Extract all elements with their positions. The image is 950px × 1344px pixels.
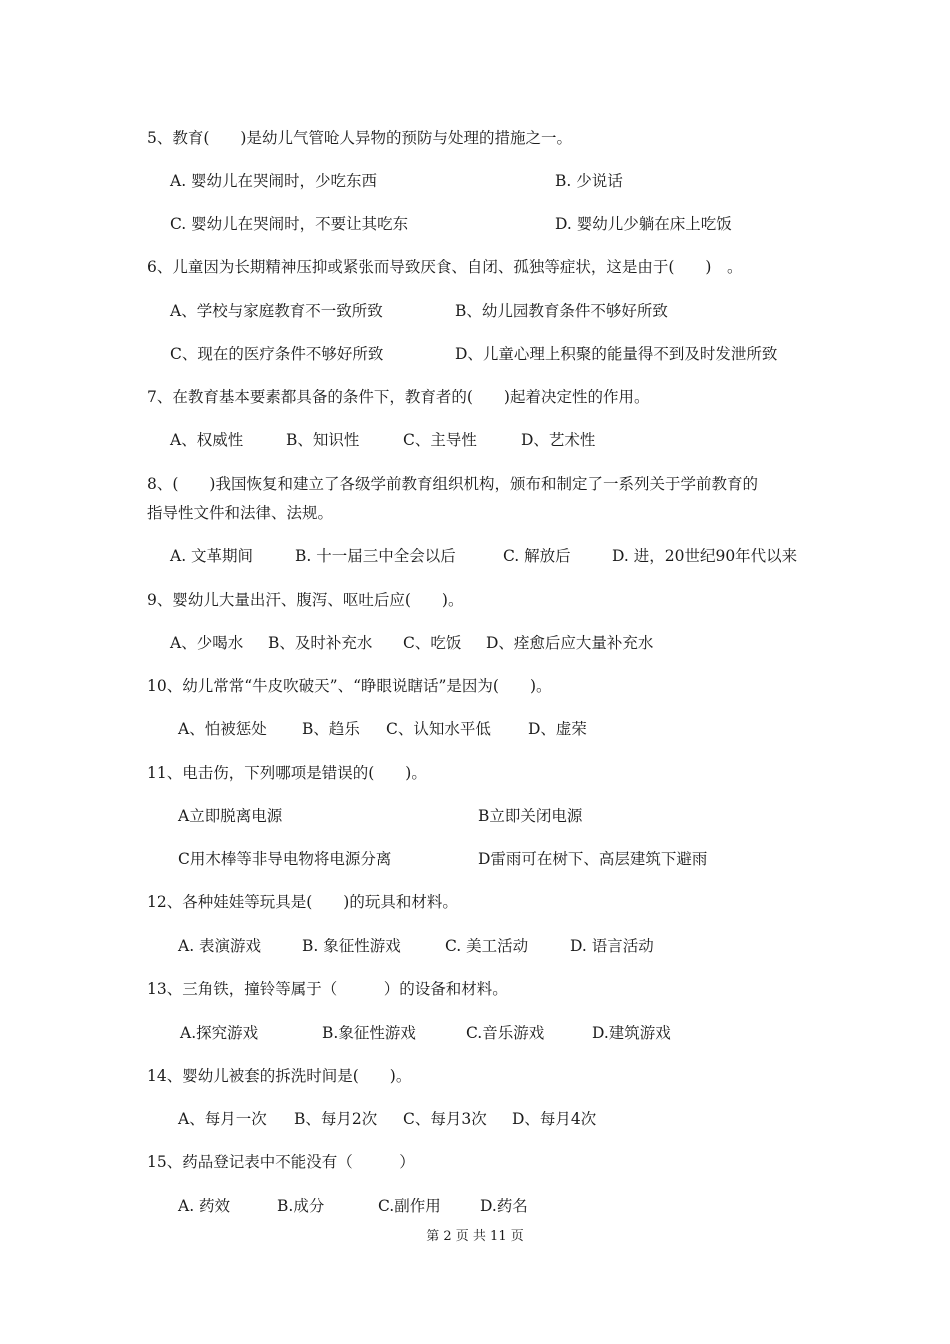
question-8-stem-line-2: 指导性文件和法律、法规。	[147, 504, 334, 522]
question-7-option-c: C、主导性	[403, 431, 477, 449]
question-11-option-d: D雷雨可在树下、高层建筑下避雨	[478, 850, 708, 868]
question-10-option-c: C、认知水平低	[386, 720, 491, 738]
question-15-option-d: D.药名	[480, 1197, 528, 1215]
question-12-option-c: C. 美工活动	[445, 937, 529, 955]
question-9-stem: 9、婴幼儿大量出汗、腹泻、呕吐后应( )。	[147, 591, 464, 609]
question-15-option-a: A. 药效	[178, 1197, 231, 1215]
question-10-option-b: B、趋乐	[302, 720, 360, 738]
question-5-option-b: B. 少说话	[555, 172, 623, 190]
question-12-option-b: B. 象征性游戏	[302, 937, 401, 955]
page-number-footer: 第 2 页 共 11 页	[426, 1229, 524, 1244]
question-11-option-b: B立即关闭电源	[478, 807, 583, 825]
question-14-option-b: B、每月2次	[294, 1110, 378, 1128]
question-6-option-d: D、儿童心理上积聚的能量得不到及时发泄所致	[455, 345, 778, 363]
question-14-option-c: C、每月3次	[403, 1110, 487, 1128]
question-5-option-c: C. 婴幼儿在哭闹时，不要让其吃东	[170, 215, 409, 233]
question-9-option-a: A、少喝水	[170, 634, 244, 652]
question-13-option-c: C.音乐游戏	[466, 1024, 545, 1042]
question-6-option-b: B、幼儿园教育条件不够好所致	[455, 302, 668, 320]
question-10-stem: 10、幼儿常常“牛皮吹破天”、“睁眼说瞎话”是因为( )。	[147, 677, 552, 695]
question-11-option-c: C用木棒等非导电物将电源分离	[178, 850, 392, 868]
question-10-option-d: D、虚荣	[528, 720, 587, 738]
question-6-option-c: C、现在的医疗条件不够好所致	[170, 345, 384, 363]
question-5-option-a: A. 婴幼儿在哭闹时，少吃东西	[170, 172, 378, 190]
question-6-option-a: A、学校与家庭教育不一致所致	[170, 302, 383, 320]
question-13-stem: 13、三角铁，撞铃等属于（ ）的设备和材料。	[147, 980, 508, 998]
question-8-stem-line-1: 8、( )我国恢复和建立了各级学前教育组织机构，颁布和制定了一系列关于学前教育的	[147, 475, 758, 493]
question-6-stem: 6、儿童因为长期精神压抑或紧张而导致厌食、自闭、孤独等症状，这是由于( ) 。	[147, 258, 743, 276]
question-14-option-a: A、每月一次	[178, 1110, 267, 1128]
question-8-option-b: B. 十一届三中全会以后	[295, 547, 456, 565]
question-13-option-d: D.建筑游戏	[592, 1024, 671, 1042]
question-12-option-d: D. 语言活动	[570, 937, 654, 955]
question-12-option-a: A. 表演游戏	[178, 937, 262, 955]
question-13-option-b: B.象征性游戏	[322, 1024, 416, 1042]
question-15-option-b: B.成分	[277, 1197, 325, 1215]
question-11-stem: 11、电击伤，下列哪项是错误的( )。	[147, 764, 427, 782]
question-11-option-a: A立即脱离电源	[178, 807, 283, 825]
question-9-option-d: D、痊愈后应大量补充水	[486, 634, 654, 652]
question-12-stem: 12、各种娃娃等玩具是( )的玩具和材料。	[147, 893, 458, 911]
question-15-option-c: C.副作用	[378, 1197, 441, 1215]
question-8-option-c: C. 解放后	[503, 547, 571, 565]
question-7-option-a: A、权威性	[170, 431, 244, 449]
question-14-stem: 14、婴幼儿被套的拆洗时间是( )。	[147, 1067, 412, 1085]
question-7-stem: 7、在教育基本要素都具备的条件下，教育者的( )起着决定性的作用。	[147, 388, 650, 406]
question-5-option-d: D. 婴幼儿少躺在床上吃饭	[555, 215, 732, 233]
question-10-option-a: A、怕被惩处	[178, 720, 267, 738]
question-8-option-d: D. 进，20世纪90年代以来	[612, 547, 798, 565]
question-14-option-d: D、每月4次	[512, 1110, 597, 1128]
question-7-option-d: D、艺术性	[521, 431, 596, 449]
question-15-stem: 15、药品登记表中不能没有（ ）	[147, 1153, 415, 1171]
question-5-stem: 5、教育( )是幼儿气管呛人异物的预防与处理的措施之一。	[147, 129, 572, 147]
question-8-option-a: A. 文革期间	[170, 547, 254, 565]
question-7-option-b: B、知识性	[286, 431, 360, 449]
question-9-option-c: C、吃饭	[403, 634, 462, 652]
question-9-option-b: B、及时补充水	[268, 634, 373, 652]
question-13-option-a: A.探究游戏	[180, 1024, 259, 1042]
